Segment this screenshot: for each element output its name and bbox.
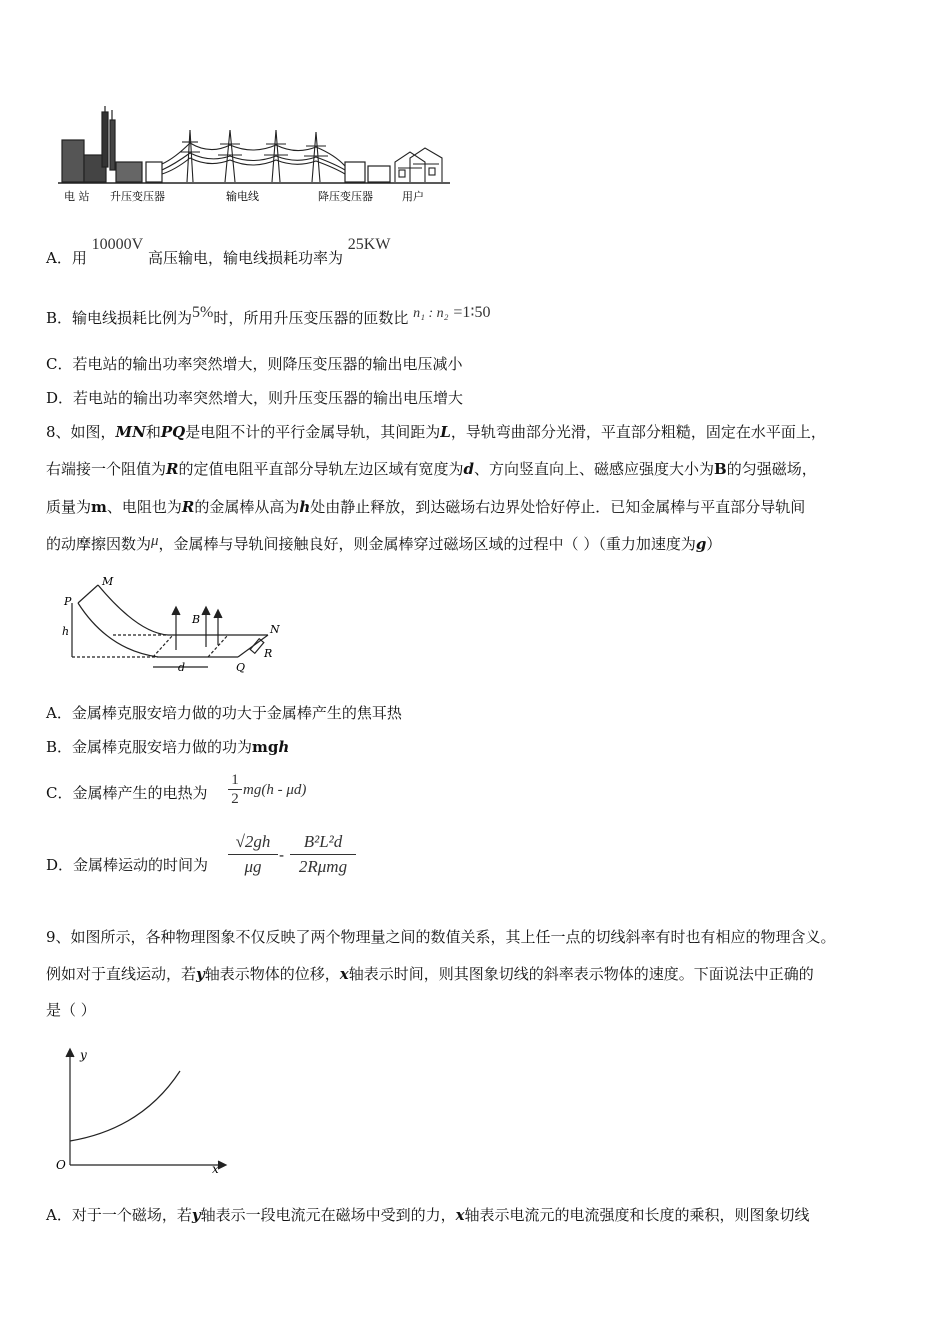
- label-line: 输电线: [226, 190, 259, 203]
- q9-line-1: 9、如图所示，各种物理图象不仅反映了两个物理量之间的数值关系，其上任一点的切线斜率有时也有相应的物理含义。: [46, 928, 836, 946]
- graph-label-x: x: [212, 1162, 219, 1175]
- q7-option-d: D．若电站的输出功率突然增大，则升压变压器的输出电压增大: [46, 389, 464, 407]
- power-station-drawing: [62, 106, 142, 182]
- q8-option-d-minus: -: [279, 846, 285, 864]
- user-houses-drawing: [395, 148, 442, 182]
- q9-graph: [52, 1045, 232, 1175]
- q9-line-3: 是（ ）: [46, 1001, 96, 1019]
- q8-option-d-fraction-1: √2gh μg: [228, 830, 278, 879]
- turns-ratio-rhs: =1∶50: [453, 304, 491, 321]
- q7-option-a: A．用 10000V 高压输电，输电线损耗功率为 25KW: [46, 236, 391, 267]
- q8-line-2: 右端接一个阻值为R的定值电阻平直部分导轨左边区域有宽度为d、方向竖直向上、磁感应强度大小为B的匀强磁场，: [46, 460, 817, 478]
- label-step-up: 升压变压器: [110, 190, 165, 203]
- label-B: B: [192, 613, 201, 626]
- label-h: h: [62, 625, 70, 638]
- label-M: M: [102, 575, 114, 588]
- graph-label-origin: O: [56, 1158, 66, 1172]
- q8-option-d-fraction-2: B²L²d 2Rμmg: [290, 830, 356, 879]
- label-N: N: [270, 623, 280, 636]
- label-power-station: 电 站: [64, 190, 90, 203]
- power-loss-value: 25KW: [347, 236, 391, 253]
- q8-line-3: 质量为m、电阻也为R的金属棒从高为h处由静止释放，到达磁场右边界处恰好停止．已知金属棒与平直部分导轨间: [46, 498, 806, 516]
- q9-curve: [70, 1071, 180, 1141]
- turns-ratio-lhs: n₁ : n₂: [413, 306, 449, 321]
- label-d: d: [178, 661, 186, 674]
- power-transmission-figure: [50, 100, 460, 210]
- q7-option-c: C．若电站的输出功率突然增大，则降压变压器的输出电压减小: [46, 355, 463, 373]
- label-R: R: [264, 647, 273, 660]
- voltage-value: 10000V: [91, 236, 144, 253]
- step-down-transformer-drawing: [345, 162, 365, 182]
- q7-option-b: B．输电线损耗比例为5%时，所用升压变压器的匝数比 n₁ : n₂ =1∶50: [46, 304, 491, 327]
- graph-label-y: y: [80, 1048, 87, 1062]
- q8-option-a: A．金属棒克服安培力做的功大于金属棒产生的焦耳热: [46, 704, 402, 722]
- q8-option-c-expr: mg(h - μd): [243, 782, 307, 798]
- q8-option-b: B．金属棒克服安培力做的功为mgh: [46, 738, 290, 756]
- step-up-transformer-drawing: [146, 162, 162, 182]
- label-user: 用户: [402, 190, 424, 203]
- loss-ratio: 5%: [192, 304, 214, 321]
- q8-line-4: 的动摩擦因数为μ，金属棒与导轨间接触良好，则金属棒穿过磁场区域的过程中（ ）（重力加速度为g）: [46, 533, 722, 553]
- q8-option-d: D．金属棒运动的时间为: [46, 856, 209, 874]
- q9-line-2: 例如对于直线运动，若y轴表示物体的位移，x轴表示时间，则其图象切线的斜率表示物体的速度。下面说法中正确的: [46, 965, 814, 983]
- q9-option-a: A．对于一个磁场，若y轴表示一段电流元在磁场中受到的力，x轴表示电流元的电流强度和长度的乘积，则图象切线: [46, 1206, 810, 1224]
- label-step-down: 降压变压器: [318, 190, 373, 203]
- q8-option-c-fraction: 1 2: [228, 771, 242, 808]
- label-Q: Q: [236, 661, 246, 674]
- label-P: P: [64, 595, 72, 608]
- q8-option-c: C．金属棒产生的电热为: [46, 784, 208, 802]
- rail-figure: [58, 575, 288, 675]
- q8-line-1: 8、如图，MN和PQ是电阻不计的平行金属导轨，其间距为L，导轨弯曲部分光滑，平直部分粗糙，固定在水平面上，: [46, 423, 826, 441]
